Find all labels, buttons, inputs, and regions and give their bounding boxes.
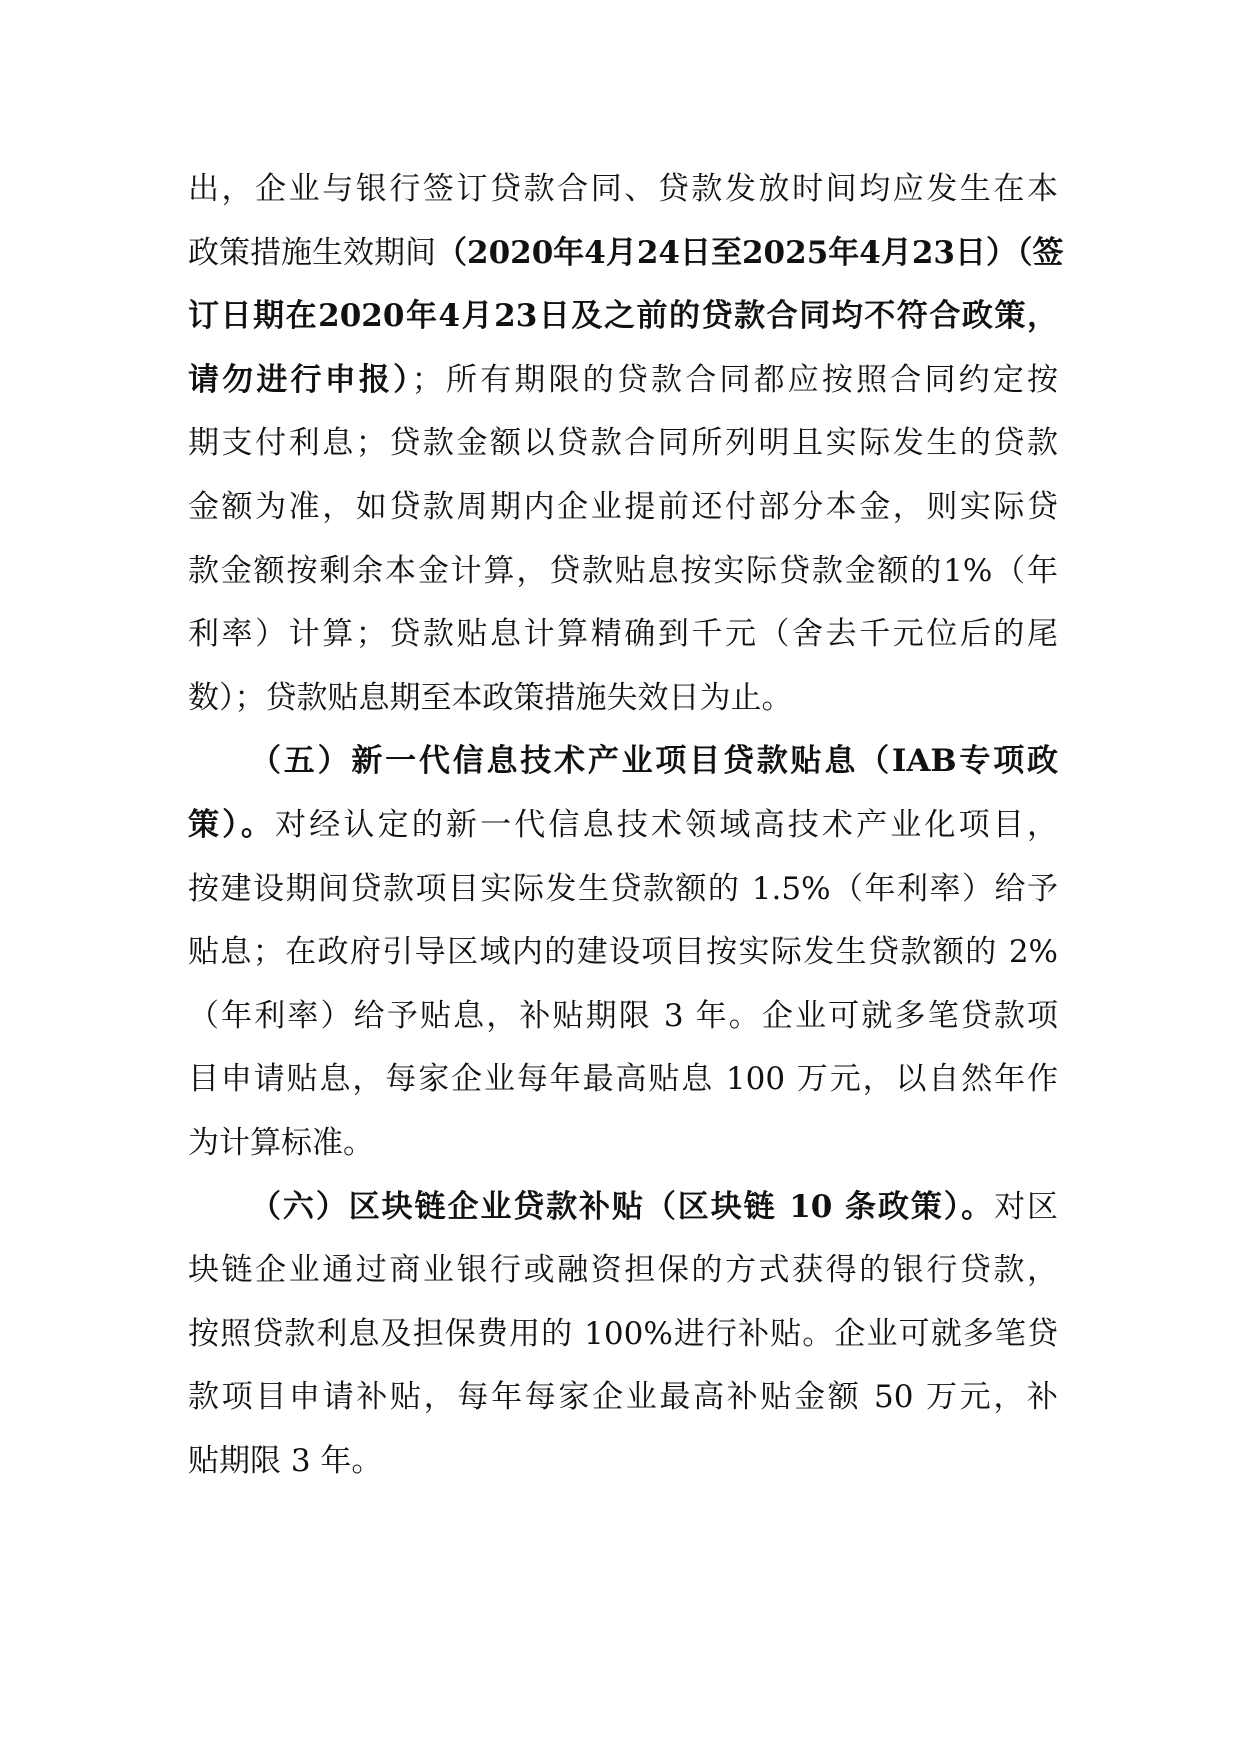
text-line: 按建设期间贷款项目实际发生贷款额的 1.5%（年利率）给予 bbox=[188, 870, 1058, 907]
text-line bbox=[188, 222, 1064, 286]
text-line: 款项目申请补贴，每年每家企业最高补贴金额 50 万元，补 bbox=[188, 1379, 1058, 1416]
text-line: 目申请贴息，每家企业每年最高贴息 100 万元，以自然年作 bbox=[188, 1061, 1058, 1098]
text-line: 贴息；在政府引导区域内的建设项目按实际发生贷款额的 2% bbox=[188, 934, 1058, 971]
bold-text-line: 订日期在2020年4月23日及之前的贷款合同均不符合政策， bbox=[188, 298, 1058, 335]
text-segment: ；所有期限的贷款合同都应按照合同约定按 bbox=[411, 361, 1059, 398]
text-line bbox=[188, 349, 1058, 413]
bold-text-segment: 请勿进行申报） bbox=[188, 361, 412, 398]
section-6-heading: （六）区块链企业贷款补贴（区块链 10 条政策）。 bbox=[250, 1188, 995, 1225]
policy-text-body bbox=[188, 158, 1064, 1493]
text-line: 出，企业与银行签订贷款合同、贷款发放时间均应发生在本 bbox=[188, 171, 1058, 207]
text-line: 数）；贷款贴息期至本政策措施失效日为止。 bbox=[188, 679, 793, 716]
section-5-heading: （五）新一代信息技术产业项目贷款贴息（IAB专项政 bbox=[250, 743, 1058, 780]
text-line: （年利率）给予贴息，补贴期限 3 年。企业可就多笔贷款项 bbox=[188, 997, 1058, 1034]
text-line bbox=[188, 1176, 1058, 1240]
text-line: 为计算标准。 bbox=[188, 1124, 374, 1161]
text-line bbox=[188, 794, 1058, 858]
text-segment: 对区 bbox=[994, 1188, 1059, 1225]
text-line: 按照贷款利息及担保费用的 100%进行补贴。企业可就多笔贷 bbox=[188, 1315, 1058, 1352]
text-line: 利率）计算；贷款贴息计算精确到千元（舍去千元位后的尾 bbox=[188, 616, 1058, 653]
section-5-heading-end: 策）。 bbox=[188, 806, 276, 843]
text-line: 贴期限 3 年。 bbox=[188, 1442, 383, 1479]
text-line: 金额为准，如贷款周期内企业提前还付部分本金，则实际贷 bbox=[188, 488, 1058, 525]
text-segment: 政策措施生效期间 bbox=[188, 234, 436, 271]
text-line: 期支付利息；贷款金额以贷款合同所列明且实际发生的贷款 bbox=[188, 425, 1058, 462]
text-line: 款金额按剩余本金计算，贷款贴息按实际贷款金额的1%（年 bbox=[188, 552, 1058, 589]
text-segment: 对经认定的新一代信息技术领域高技术产业化项目， bbox=[275, 806, 1059, 843]
bold-text-segment: （2020年4月24日至2025年4月23日）（签 bbox=[436, 234, 1064, 271]
text-line: 块链企业通过商业银行或融资担保的方式获得的银行贷款， bbox=[188, 1252, 1058, 1289]
